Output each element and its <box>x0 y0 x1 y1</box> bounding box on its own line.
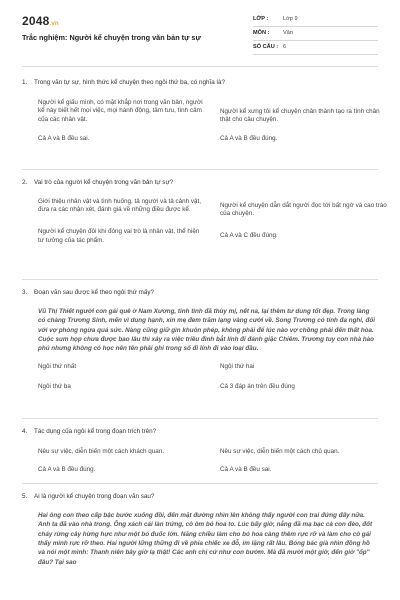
meta-row-subject <box>253 27 378 41</box>
question-divider <box>22 418 378 419</box>
option-d[interactable]: Cả 3 đáp án trên đều đúng <box>220 382 295 390</box>
question-number: 3. <box>22 289 28 296</box>
logo-suffix: .vn <box>49 21 59 27</box>
question-number: 2. <box>22 179 28 186</box>
meta-value: 6 <box>283 43 287 50</box>
question-text: Trong văn tự sự, hình thức kể chuyện theo ngôi thứ ba, có nghĩa là? <box>34 79 225 86</box>
option-a[interactable]: Giới thiệu nhân vật và tình huống, tả người và tả cảnh vật, đưa ra các nhận xét, đánh giá về những điều được kể. <box>38 197 201 214</box>
logo-text: 2048 <box>22 14 50 28</box>
page-title: Trắc nghiệm: Người kể chuyện trong văn bản tự sự <box>22 33 201 42</box>
question-text: Tác dụng của ngôi kể trong đoạn trích trên? <box>34 428 157 435</box>
option-c[interactable]: Người kể chuyện đôi khi đóng vai trò là nhân vật, thể hiện tư tưởng của tác phẩm. <box>38 228 200 244</box>
option-b[interactable]: Nêu sự việc, diễn biến một cách chủ quan. <box>220 447 340 455</box>
page-header <box>0 0 400 68</box>
question-number: 4. <box>22 428 28 435</box>
option-b[interactable]: Người kể xưng tôi kể chuyện chân thành tạo ra tính chân thật cho câu chuyện. <box>220 107 380 124</box>
question-divider <box>22 169 378 170</box>
option-d[interactable]: Cả A và C đều đúng. <box>220 232 278 240</box>
question-3 <box>22 289 378 418</box>
meta-key: LỚP : <box>253 15 269 22</box>
question-text: Vai trò của người kể chuyện trong văn bản tự sự? <box>34 179 174 186</box>
question-divider <box>22 483 378 484</box>
options <box>38 197 387 246</box>
question-text: Đoạn văn sau được kể theo ngôi thứ mấy? <box>34 289 155 296</box>
option-c[interactable]: Cả A và B đều sai. <box>38 135 90 143</box>
option-a[interactable]: Ngôi thứ nhất <box>38 362 77 370</box>
meta-value: Lớp 9 <box>283 15 298 22</box>
question-number: 1. <box>22 79 28 86</box>
option-a[interactable]: Nêu sự việc, diễn biến một cách khách quan. <box>38 447 165 455</box>
meta-row-count <box>253 41 378 55</box>
option-b[interactable]: Ngôi thứ hai <box>220 362 255 370</box>
question-text: Ai là người kể chuyện trong đoạn văn sau? <box>34 493 155 500</box>
meta-table <box>253 13 378 55</box>
question-divider <box>22 279 378 280</box>
site-logo[interactable] <box>22 13 59 30</box>
header-divider <box>22 66 378 67</box>
option-d[interactable]: Cả A và B đều đúng. <box>220 135 278 143</box>
question-list <box>22 79 387 567</box>
meta-key: SỐ CÂU : <box>253 43 279 50</box>
question-2 <box>22 179 387 279</box>
option-d[interactable]: Cả A và B đều sai. <box>220 466 272 474</box>
question-number: 5. <box>22 493 28 500</box>
meta-row-class <box>253 13 378 27</box>
question-passage: Vũ Thị Thiết người con gái quê ở Nam Xương, tính tình đã thùy mị, nết na, lại thêm tư dung tốt đẹp. Trong làng có chàng Trương Sinh, mến vì dung hạnh, xin mẹ đem trăm lạng vàng cưới về. Song Trương có tính đa nghi, đối với vợ phòng ngừa quá sức. Nàng cũng giữ gìn khuôn phép, không phải để lúc nào vợ chồng phải đến thất hòa. Cuộc sum họp chưa được bao lâu thì xảy ra việc triều đình bắt lính đi đánh giặc Chiêm. Trương tuy con nhà hào phú nhưng không có học nên tên phải ghi trong số đi lính đi vào loại đầu. <box>38 307 375 353</box>
option-c[interactable]: Cả A và B đều đúng. <box>38 466 96 474</box>
options <box>38 363 378 391</box>
option-b[interactable]: Người kể chuyện dẫn dắt người đọc tới bất ngờ và cao trào của chuyện. <box>220 201 387 218</box>
options <box>38 99 378 144</box>
question-5 <box>22 493 378 567</box>
question-passage: Hai ông con theo cấp bậc bước xuống đồi, đến mặt đường nhìn lên không thấy người con trai đứng đấy nữa. Anh ta đã vào nhà trong. Ông xách cái làn trứng, cô ôm bó hoa to. Lúc bấy giờ, nắng đã mạ bạc cả con đèo, đốt cháy rừng cây hừng hực như một bó đuốc lớn. Năng chiều làm cho bó hoa càng thêm rực rỡ và làm cho cô gái thấy mình rực rỡ theo. Hai người lững thững đi về phía chiếc xe đỗ, im lặng rất lâu. Bóng bác già nhìn đồng hồ và nói một mình: Thanh niên bây giờ lạ thật! Các anh chị cứ như con bướm. Mà đã mười một giờ, đến giờ "ốp" đâu? Tại sao <box>38 511 373 566</box>
question-4 <box>22 428 378 483</box>
option-c[interactable]: Ngôi thứ ba <box>38 382 71 390</box>
meta-value: Văn <box>283 29 293 36</box>
question-1 <box>22 79 378 169</box>
options <box>38 448 378 475</box>
option-a[interactable]: Người kể giấu mình, có mặt khắp nơi trong văn bản, người kể này biết hết mọi việc, mọi hành động, tâm tưu, tình cảm của các nhân vật. <box>38 98 203 124</box>
meta-key: MÔN : <box>253 29 270 36</box>
